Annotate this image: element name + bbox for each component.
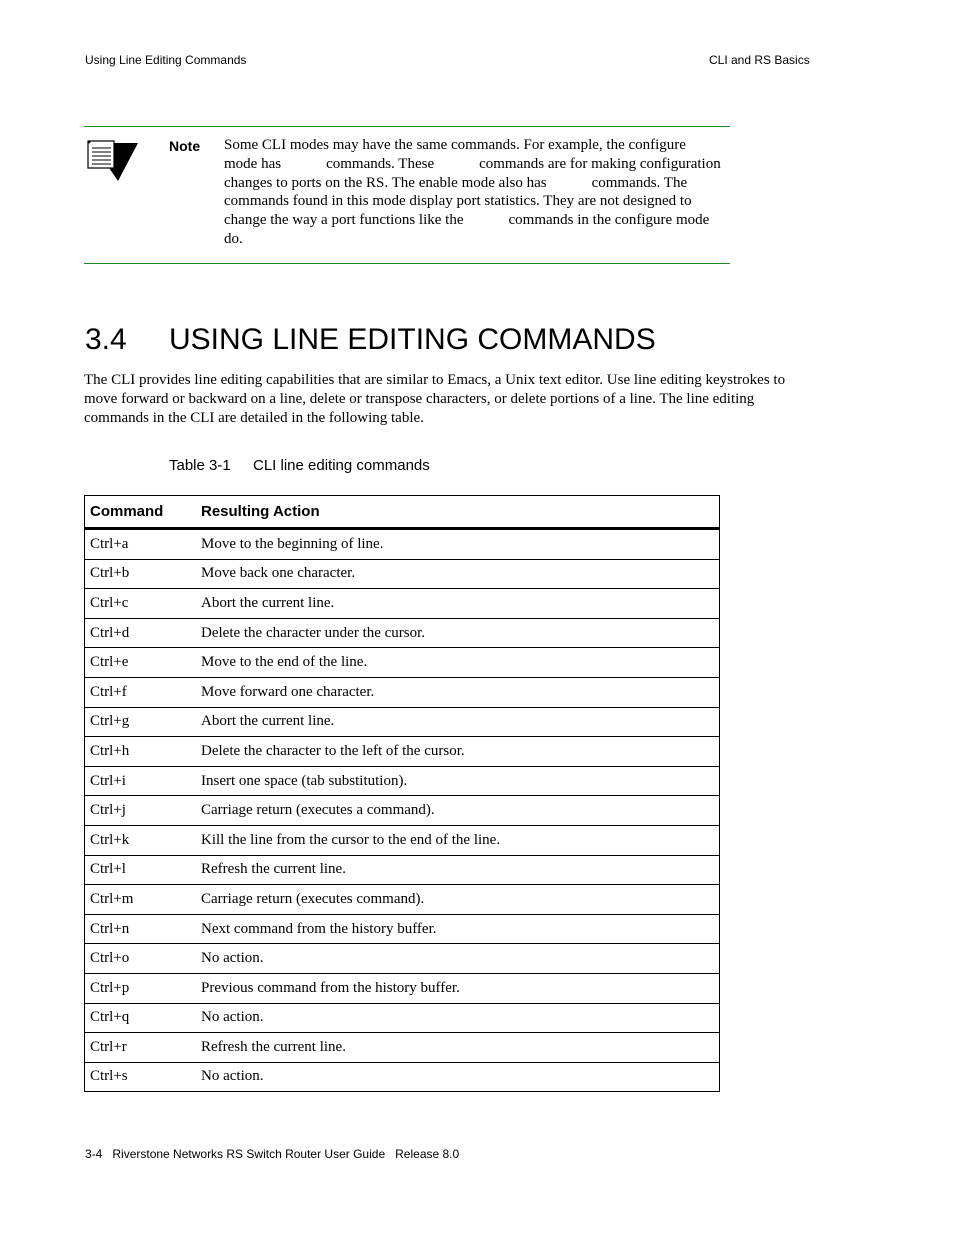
- section-title: USING LINE EDITING COMMANDS: [169, 323, 656, 356]
- command-cell: Ctrl+m: [85, 885, 197, 915]
- command-cell: Ctrl+f: [85, 677, 197, 707]
- running-header-right: CLI and RS Basics: [709, 53, 810, 67]
- action-cell: Abort the current line.: [196, 589, 720, 619]
- intro-line: commands in the CLI are detailed in the following table.: [84, 409, 424, 426]
- action-cell: Refresh the current line.: [196, 855, 720, 885]
- note-line: mode has commands. These commands are for making configuration: [224, 155, 721, 172]
- note-label: Note: [169, 138, 201, 154]
- note-line: change the way a port functions like the commands in the configure mode: [224, 212, 710, 229]
- table-row: [85, 796, 720, 826]
- action-cell: Kill the line from the cursor to the end of the line.: [196, 825, 720, 855]
- command-cell: Ctrl+a: [85, 529, 197, 560]
- page-footer: [85, 1147, 459, 1161]
- table-caption: [169, 457, 430, 474]
- table-row: [85, 737, 720, 767]
- note-line: Some CLI modes may have the same commands. For example, the configure: [224, 137, 686, 153]
- column-header-command: Command: [85, 496, 197, 529]
- line-editing-table: [84, 495, 720, 1092]
- command-cell: Ctrl+p: [85, 973, 197, 1003]
- note-body: [224, 136, 730, 249]
- footer-release: Release 8.0: [395, 1147, 460, 1161]
- footer-page-number: 3-4: [85, 1147, 103, 1161]
- intro-line: The CLI provides line editing capabilities that are similar to Emacs, a Unix text editor. Use line editing keystrokes to: [84, 372, 786, 388]
- note-line: do.: [224, 230, 243, 247]
- table-row: [85, 707, 720, 737]
- command-cell: Ctrl+c: [85, 589, 197, 619]
- command-cell: Ctrl+q: [85, 1003, 197, 1033]
- action-cell: Abort the current line.: [196, 707, 720, 737]
- section-heading: [85, 321, 656, 359]
- action-cell: Previous command from the history buffer.: [196, 973, 720, 1003]
- command-cell: Ctrl+b: [85, 559, 197, 589]
- action-cell: Carriage return (executes command).: [196, 885, 720, 915]
- command-cell: Ctrl+r: [85, 1033, 197, 1063]
- table-caption-title: CLI line editing commands: [253, 457, 430, 474]
- table-row: [85, 559, 720, 589]
- command-cell: Ctrl+d: [85, 618, 197, 648]
- note-line: commands found in this mode display port statistics. They are not designed to: [224, 193, 692, 210]
- command-cell: Ctrl+g: [85, 707, 197, 737]
- action-cell: Move back one character.: [196, 559, 720, 589]
- table-row: [85, 855, 720, 885]
- note-bottom-rule: [84, 263, 730, 264]
- intro-line: move forward or backward on a line, delete or transpose characters, or delete portions of a line. The line editing: [84, 390, 755, 407]
- command-cell: Ctrl+l: [85, 855, 197, 885]
- table-row: [85, 944, 720, 974]
- action-cell: Delete the character under the cursor.: [196, 618, 720, 648]
- action-cell: Insert one space (tab substitution).: [196, 766, 720, 796]
- table-row: [85, 973, 720, 1003]
- command-cell: Ctrl+o: [85, 944, 197, 974]
- action-cell: No action.: [196, 1062, 720, 1092]
- table-row: [85, 825, 720, 855]
- table-row: [85, 589, 720, 619]
- table-header-row: [85, 496, 720, 529]
- command-cell: Ctrl+j: [85, 796, 197, 826]
- table-row: [85, 677, 720, 707]
- table-row: [85, 885, 720, 915]
- action-cell: No action.: [196, 944, 720, 974]
- section-number: 3.4: [85, 323, 127, 356]
- table-row: [85, 914, 720, 944]
- action-cell: Move forward one character.: [196, 677, 720, 707]
- table-row: [85, 618, 720, 648]
- note-pad-icon: [86, 139, 142, 183]
- table-row: [85, 529, 720, 560]
- action-cell: No action.: [196, 1003, 720, 1033]
- note-top-rule: [84, 126, 730, 127]
- table-body: [85, 529, 720, 1092]
- table-row: [85, 1033, 720, 1063]
- action-cell: Move to the end of the line.: [196, 648, 720, 678]
- command-cell: Ctrl+e: [85, 648, 197, 678]
- command-cell: Ctrl+k: [85, 825, 197, 855]
- table-row: [85, 766, 720, 796]
- action-cell: Delete the character to the left of the cursor.: [196, 737, 720, 767]
- table-row: [85, 1062, 720, 1092]
- table-caption-number: Table 3-1: [169, 457, 231, 474]
- intro-paragraph: [84, 371, 814, 427]
- action-cell: Move to the beginning of line.: [196, 529, 720, 560]
- column-header-action: Resulting Action: [196, 496, 720, 529]
- table-row: [85, 648, 720, 678]
- command-cell: Ctrl+i: [85, 766, 197, 796]
- command-cell: Ctrl+s: [85, 1062, 197, 1092]
- table-row: [85, 1003, 720, 1033]
- note-line: changes to ports on the RS. The enable mode also has commands. The: [224, 174, 688, 191]
- action-cell: Refresh the current line.: [196, 1033, 720, 1063]
- action-cell: Carriage return (executes a command).: [196, 796, 720, 826]
- command-cell: Ctrl+h: [85, 737, 197, 767]
- command-cell: Ctrl+n: [85, 914, 197, 944]
- action-cell: Next command from the history buffer.: [196, 914, 720, 944]
- footer-title: Riverstone Networks RS Switch Router User Guide: [112, 1147, 386, 1161]
- running-header-left: Using Line Editing Commands: [85, 53, 247, 67]
